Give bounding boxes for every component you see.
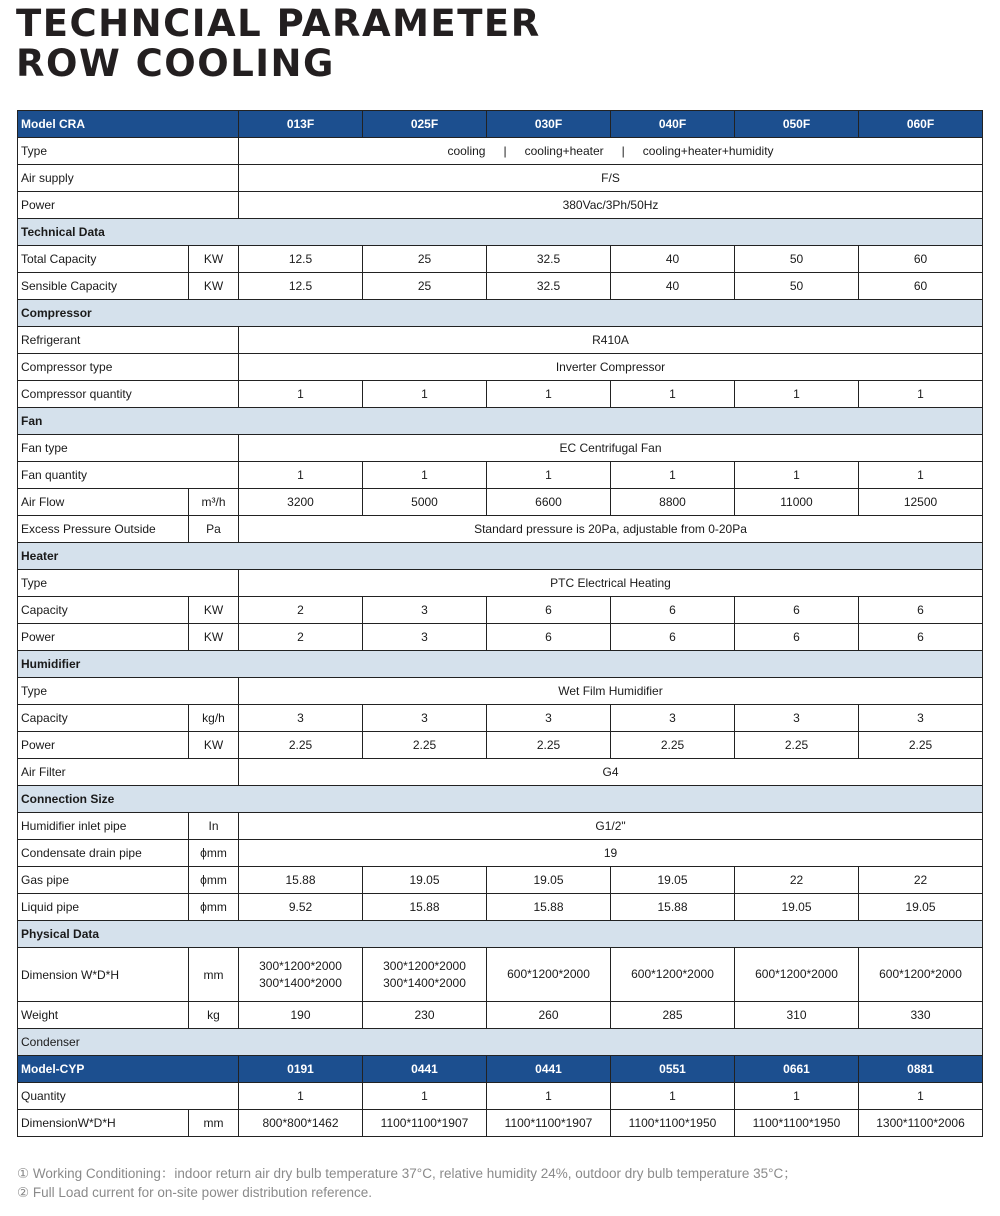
model-cell: 050F — [735, 111, 859, 138]
value-cell: 25 — [363, 273, 487, 300]
model-cell: 0661 — [735, 1056, 859, 1083]
value-cell: 40 — [611, 246, 735, 273]
row-label: Air Flow — [18, 489, 189, 516]
row-label: Fan type — [18, 435, 239, 462]
row-unit: mm — [189, 1110, 239, 1137]
row-label: Condensate drain pipe — [18, 840, 189, 867]
section-title: Connection Size — [18, 786, 983, 813]
type-option: cooling — [447, 144, 486, 158]
value-cell: 8800 — [611, 489, 735, 516]
value-cell: 1100*1100*1950 — [611, 1110, 735, 1137]
row-label: Total Capacity — [18, 246, 189, 273]
value-cell: 1 — [239, 462, 363, 489]
row-unit: kg/h — [189, 705, 239, 732]
value-cell: 19.05 — [363, 867, 487, 894]
value-cell: 6600 — [487, 489, 611, 516]
value-cell: 6 — [735, 624, 859, 651]
value-cell: 2.25 — [735, 732, 859, 759]
row-unit: KW — [189, 597, 239, 624]
row-unit: KW — [189, 273, 239, 300]
power-row — [18, 192, 983, 219]
dimension-line: 300*1400*2000 — [383, 975, 466, 990]
value-cell: 1 — [487, 462, 611, 489]
row-unit: ϕmm — [189, 840, 239, 867]
condenser-dimension-row — [18, 1110, 983, 1137]
humidifier-capacity-row — [18, 705, 983, 732]
value-cell: 1 — [611, 1083, 735, 1110]
spec-table — [17, 110, 983, 1137]
value-cell: 50 — [735, 246, 859, 273]
value-cell: 2.25 — [859, 732, 983, 759]
value-cell: 1 — [487, 381, 611, 408]
value-cell: 6 — [487, 624, 611, 651]
row-label: Quantity — [18, 1083, 239, 1110]
value-cell: 3 — [611, 705, 735, 732]
value-cell: 2.25 — [487, 732, 611, 759]
row-value: PTC Electrical Heating — [239, 570, 983, 597]
dimension-cell — [859, 948, 983, 1002]
value-cell: 6 — [487, 597, 611, 624]
row-value: F/S — [239, 165, 983, 192]
value-cell: 1 — [239, 1083, 363, 1110]
row-label: Power — [18, 192, 239, 219]
separator: | — [503, 144, 507, 158]
value-cell: 15.88 — [363, 894, 487, 921]
value-cell: 2.25 — [611, 732, 735, 759]
value-cell: 190 — [239, 1002, 363, 1029]
row-label: Dimension W*D*H — [18, 948, 189, 1002]
row-unit: KW — [189, 732, 239, 759]
model-cell: 025F — [363, 111, 487, 138]
value-cell: 3 — [363, 597, 487, 624]
value-cell: 1 — [735, 1083, 859, 1110]
header-label: Model CRA — [18, 111, 239, 138]
row-label: Compressor quantity — [18, 381, 239, 408]
dimension-line: 300*1200*2000 — [259, 958, 342, 973]
total-capacity-row — [18, 246, 983, 273]
value-cell: 15.88 — [487, 894, 611, 921]
value-cell: 2.25 — [363, 732, 487, 759]
model-cell: 0441 — [487, 1056, 611, 1083]
row-unit: Pa — [189, 516, 239, 543]
row-unit: ϕmm — [189, 867, 239, 894]
section-title: Humidifier — [18, 651, 983, 678]
value-cell: 50 — [735, 273, 859, 300]
section-fan — [18, 408, 983, 435]
value-cell: 19.05 — [735, 894, 859, 921]
row-label: Capacity — [18, 597, 189, 624]
type-row — [18, 138, 983, 165]
value-cell: 25 — [363, 246, 487, 273]
value-cell: 1 — [859, 381, 983, 408]
row-label: Type — [18, 570, 239, 597]
header-label: Model-CYP — [18, 1056, 239, 1083]
row-label: Gas pipe — [18, 867, 189, 894]
value-cell: 19.05 — [487, 867, 611, 894]
row-unit: mm — [189, 948, 239, 1002]
humidifier-type-row — [18, 678, 983, 705]
compressor-type-row — [18, 354, 983, 381]
value-cell: 800*800*1462 — [239, 1110, 363, 1137]
row-label: Air Filter — [18, 759, 239, 786]
value-cell: 1 — [735, 381, 859, 408]
value-cell: 2 — [239, 597, 363, 624]
value-cell: 9.52 — [239, 894, 363, 921]
model-cell: 013F — [239, 111, 363, 138]
title-line-2: ROW COOLING — [16, 42, 335, 85]
section-connection-size — [18, 786, 983, 813]
row-label: Compressor type — [18, 354, 239, 381]
value-cell: 11000 — [735, 489, 859, 516]
compressor-quantity-row — [18, 381, 983, 408]
value-cell: 1300*1100*2006 — [859, 1110, 983, 1137]
dimension-cell — [611, 948, 735, 1002]
row-value: G1/2" — [239, 813, 983, 840]
heater-power-row — [18, 624, 983, 651]
value-cell: 1 — [859, 462, 983, 489]
value-cell: 3200 — [239, 489, 363, 516]
value-cell: 1 — [859, 1083, 983, 1110]
humidifier-inlet-row — [18, 813, 983, 840]
section-compressor — [18, 300, 983, 327]
type-options — [239, 138, 983, 165]
model-cell: 0441 — [363, 1056, 487, 1083]
weight-row — [18, 1002, 983, 1029]
value-cell: 1 — [611, 462, 735, 489]
footnote-1: ① Working Conditioning：indoor return air dry bulb temperature 37°C, relative humidity 24%, outdoor dry bulb temperature 35°C； — [17, 1166, 797, 1181]
section-title: Fan — [18, 408, 983, 435]
excess-pressure-row — [18, 516, 983, 543]
air-flow-row — [18, 489, 983, 516]
value-cell: 1100*1100*1950 — [735, 1110, 859, 1137]
value-cell: 1100*1100*1907 — [487, 1110, 611, 1137]
section-condenser — [18, 1029, 983, 1056]
value-cell: 310 — [735, 1002, 859, 1029]
type-option: cooling+heater — [524, 144, 604, 158]
refrigerant-row — [18, 327, 983, 354]
row-label: Capacity — [18, 705, 189, 732]
row-label: Liquid pipe — [18, 894, 189, 921]
row-label: Power — [18, 624, 189, 651]
value-cell: 2.25 — [239, 732, 363, 759]
value-cell: 19.05 — [611, 867, 735, 894]
value-cell: 6 — [735, 597, 859, 624]
sensible-capacity-row — [18, 273, 983, 300]
footnotes — [17, 1164, 797, 1202]
value-cell: 1 — [363, 462, 487, 489]
dimension-line: 600*1200*2000 — [631, 967, 714, 981]
condenser-header-row — [18, 1056, 983, 1083]
row-value: G4 — [239, 759, 983, 786]
type-option: cooling+heater+humidity — [642, 144, 774, 158]
dimension-line: 300*1400*2000 — [259, 975, 342, 990]
row-value: R410A — [239, 327, 983, 354]
value-cell: 32.5 — [487, 246, 611, 273]
value-cell: 6 — [859, 597, 983, 624]
value-cell: 2 — [239, 624, 363, 651]
dimension-line: 600*1200*2000 — [755, 967, 838, 981]
value-cell: 260 — [487, 1002, 611, 1029]
value-cell: 6 — [611, 624, 735, 651]
value-cell: 230 — [363, 1002, 487, 1029]
value-cell: 12.5 — [239, 273, 363, 300]
separator: | — [621, 144, 625, 158]
value-cell: 1100*1100*1907 — [363, 1110, 487, 1137]
dimension-cell — [735, 948, 859, 1002]
row-label: Sensible Capacity — [18, 273, 189, 300]
value-cell: 285 — [611, 1002, 735, 1029]
value-cell: 22 — [735, 867, 859, 894]
value-cell: 3 — [487, 705, 611, 732]
value-cell: 15.88 — [239, 867, 363, 894]
value-cell: 60 — [859, 273, 983, 300]
row-unit: KW — [189, 246, 239, 273]
row-value: Standard pressure is 20Pa, adjustable from 0-20Pa — [239, 516, 983, 543]
dimension-line: 600*1200*2000 — [879, 967, 962, 981]
condensate-drain-row — [18, 840, 983, 867]
section-technical-data — [18, 219, 983, 246]
row-label: Refrigerant — [18, 327, 239, 354]
humidifier-power-row — [18, 732, 983, 759]
page-title — [16, 4, 541, 84]
section-title: Condenser — [18, 1029, 983, 1056]
value-cell: 3 — [363, 705, 487, 732]
row-value: 380Vac/3Ph/50Hz — [239, 192, 983, 219]
value-cell: 12500 — [859, 489, 983, 516]
air-supply-row — [18, 165, 983, 192]
row-unit: kg — [189, 1002, 239, 1029]
row-value: 19 — [239, 840, 983, 867]
row-label: Humidifier inlet pipe — [18, 813, 189, 840]
row-label: Excess Pressure Outside — [18, 516, 189, 543]
liquid-pipe-row — [18, 894, 983, 921]
value-cell: 5000 — [363, 489, 487, 516]
section-title: Technical Data — [18, 219, 983, 246]
value-cell: 330 — [859, 1002, 983, 1029]
row-value: EC Centrifugal Fan — [239, 435, 983, 462]
value-cell: 19.05 — [859, 894, 983, 921]
dimension-cell — [239, 948, 363, 1002]
heater-capacity-row — [18, 597, 983, 624]
row-label: DimensionW*D*H — [18, 1110, 189, 1137]
value-cell: 1 — [611, 381, 735, 408]
gas-pipe-row — [18, 867, 983, 894]
section-title: Physical Data — [18, 921, 983, 948]
value-cell: 32.5 — [487, 273, 611, 300]
value-cell: 1 — [363, 381, 487, 408]
row-unit: ϕmm — [189, 894, 239, 921]
value-cell: 6 — [611, 597, 735, 624]
value-cell: 40 — [611, 273, 735, 300]
section-humidifier — [18, 651, 983, 678]
heater-type-row — [18, 570, 983, 597]
row-label: Type — [18, 678, 239, 705]
value-cell: 1 — [735, 462, 859, 489]
row-label: Type — [18, 138, 239, 165]
section-physical-data — [18, 921, 983, 948]
model-header-row — [18, 111, 983, 138]
row-unit: In — [189, 813, 239, 840]
model-cell: 0191 — [239, 1056, 363, 1083]
value-cell: 60 — [859, 246, 983, 273]
value-cell: 12.5 — [239, 246, 363, 273]
value-cell: 3 — [363, 624, 487, 651]
air-filter-row — [18, 759, 983, 786]
value-cell: 6 — [859, 624, 983, 651]
section-title: Heater — [18, 543, 983, 570]
row-label: Power — [18, 732, 189, 759]
section-heater — [18, 543, 983, 570]
value-cell: 22 — [859, 867, 983, 894]
condenser-quantity-row — [18, 1083, 983, 1110]
fan-type-row — [18, 435, 983, 462]
dimension-line: 600*1200*2000 — [507, 967, 590, 981]
value-cell: 3 — [239, 705, 363, 732]
footnote-2: ② Full Load current for on-site power distribution reference. — [17, 1185, 373, 1200]
row-value: Wet Film Humidifier — [239, 678, 983, 705]
model-cell: 0551 — [611, 1056, 735, 1083]
fan-quantity-row — [18, 462, 983, 489]
row-label: Air supply — [18, 165, 239, 192]
row-unit: m³/h — [189, 489, 239, 516]
spec-table-body — [18, 111, 983, 1137]
value-cell: 3 — [735, 705, 859, 732]
dimension-cell — [487, 948, 611, 1002]
dimension-line: 300*1200*2000 — [383, 958, 466, 973]
model-cell: 040F — [611, 111, 735, 138]
value-cell: 1 — [239, 381, 363, 408]
row-label: Weight — [18, 1002, 189, 1029]
model-cell: 030F — [487, 111, 611, 138]
title-line-1: TECHNCIAL PARAMETER — [16, 2, 541, 45]
value-cell: 1 — [487, 1083, 611, 1110]
section-title: Compressor — [18, 300, 983, 327]
value-cell: 15.88 — [611, 894, 735, 921]
dimension-row — [18, 948, 983, 1002]
model-cell: 060F — [859, 111, 983, 138]
row-value: Inverter Compressor — [239, 354, 983, 381]
model-cell: 0881 — [859, 1056, 983, 1083]
row-unit: KW — [189, 624, 239, 651]
dimension-cell — [363, 948, 487, 1002]
value-cell: 3 — [859, 705, 983, 732]
row-label: Fan quantity — [18, 462, 239, 489]
value-cell: 1 — [363, 1083, 487, 1110]
